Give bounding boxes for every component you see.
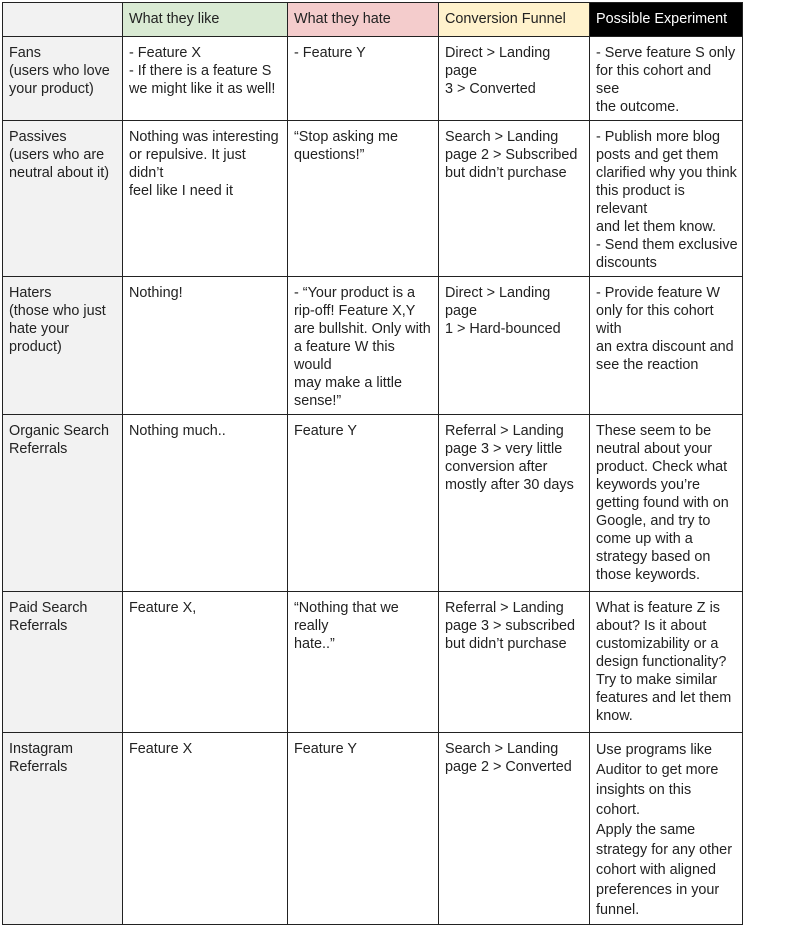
experiment-text: - Provide feature W only for this cohort with an extra discount and see the reaction: [596, 285, 734, 373]
experiment-cell: [590, 277, 743, 415]
hate-text: Feature Y: [294, 423, 357, 439]
experiment-cell: [590, 415, 743, 592]
funnel-text: Search > Landing page 2 > Subscribed but didn’t purchase: [445, 129, 578, 181]
hate-cell: [288, 733, 439, 925]
corner-header-cell: [3, 3, 123, 37]
like-cell: [123, 415, 288, 592]
like-cell: [123, 592, 288, 733]
hate-text: “Stop asking me questions!”: [294, 129, 398, 163]
experiment-cell: [590, 592, 743, 733]
like-cell: [123, 733, 288, 925]
like-text: Nothing much..: [129, 423, 226, 439]
table-row: [3, 277, 743, 415]
cohort-text: Haters (those who just hate your product): [9, 285, 106, 355]
funnel-cell: [439, 277, 590, 415]
hate-cell: [288, 277, 439, 415]
hate-cell: [288, 415, 439, 592]
experiment-text: - Serve feature S only for this cohort and see the outcome.: [596, 45, 736, 115]
hate-text: - “Your product is a rip-off! Feature X,Y are bullshit. Only with a feature W this would may make a little sense!”: [294, 285, 431, 409]
funnel-text: Referral > Landing page 3 > very little conversion after mostly after 30 days: [445, 423, 574, 493]
like-text: - Feature X - If there is a feature S we might like it as well!: [129, 45, 276, 97]
cohort-cell: [3, 277, 123, 415]
funnel-text: Referral > Landing page 3 > subscribed but didn’t purchase: [445, 600, 576, 652]
experiment-cell: [590, 733, 743, 925]
funnel-cell: [439, 592, 590, 733]
hate-text: “Nothing that we really hate..”: [294, 600, 399, 652]
cohort-cell: [3, 121, 123, 277]
funnel-cell: [439, 37, 590, 121]
experiment-text: Use programs like Auditor to get more insights on this cohort. Apply the same strategy for any other cohort with aligned preferences in your funnel.: [596, 742, 732, 918]
cohort-text: Instagram Referrals: [9, 741, 73, 775]
funnel-cell: [439, 415, 590, 592]
cohort-cell: [3, 37, 123, 121]
cohort-text: Fans (users who love your product): [9, 45, 110, 97]
table-row: [3, 592, 743, 733]
like-text: Nothing was interesting or repulsive. It just didn’t feel like I need it: [129, 129, 279, 199]
hate-text: - Feature Y: [294, 45, 366, 61]
table-row: [3, 733, 743, 925]
hate-cell: [288, 121, 439, 277]
table-row: [3, 121, 743, 277]
header-possible-experiment: Possible Experiment: [590, 3, 743, 37]
cohort-text: Organic Search Referrals: [9, 423, 109, 457]
hate-text: Feature Y: [294, 741, 357, 757]
cohort-cell: [3, 733, 123, 925]
hate-cell: [288, 37, 439, 121]
table-row: [3, 415, 743, 592]
experiment-text: - Publish more blog posts and get them clarified why you think this product is relevant and let them know. - Send them exclusive discounts: [596, 129, 738, 271]
header-row: [3, 3, 743, 37]
experiment-text: These seem to be neutral about your product. Check what keywords you’re getting found with on Google, and try to come up with a strategy based on those keywords.: [596, 423, 729, 583]
cohort-text: Paid Search Referrals: [9, 600, 88, 634]
cohort-analysis-table: [2, 2, 743, 925]
like-text: Feature X,: [129, 600, 197, 616]
like-cell: [123, 277, 288, 415]
header-what-they-hate: What they hate: [288, 3, 439, 37]
like-cell: [123, 37, 288, 121]
like-cell: [123, 121, 288, 277]
cohort-cell: [3, 592, 123, 733]
experiment-cell: [590, 121, 743, 277]
experiment-cell: [590, 37, 743, 121]
funnel-cell: [439, 733, 590, 925]
cohort-cell: [3, 415, 123, 592]
funnel-text: Direct > Landing page 1 > Hard-bounced: [445, 285, 561, 337]
header-conversion-funnel: Conversion Funnel: [439, 3, 590, 37]
cohort-text: Passives (users who are neutral about it): [9, 129, 109, 181]
header-what-they-like: What they like: [123, 3, 288, 37]
experiment-text: What is feature Z is about? Is it about customizability or a design functionality? Try to make similar features and let them know.: [596, 600, 732, 724]
like-text: Feature X: [129, 741, 193, 757]
hate-cell: [288, 592, 439, 733]
funnel-cell: [439, 121, 590, 277]
table-row: [3, 37, 743, 121]
funnel-text: Search > Landing page 2 > Converted: [445, 741, 572, 775]
like-text: Nothing!: [129, 285, 183, 301]
funnel-text: Direct > Landing page 3 > Converted: [445, 45, 551, 97]
